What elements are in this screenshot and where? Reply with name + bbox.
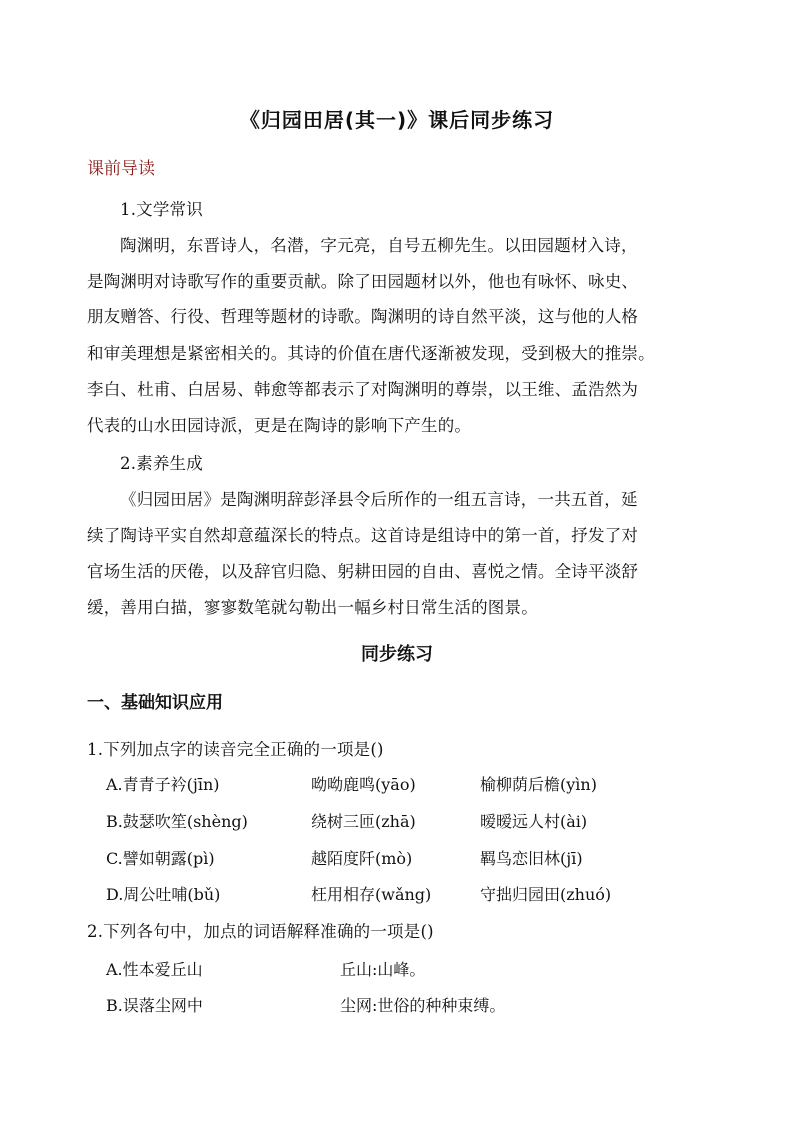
literature-line: 李白、杜甫、白居易、韩愈等都表示了对陶渊明的尊崇，以王维、孟浩然为 [87, 380, 639, 399]
literacy-label: 2.素养生成 [120, 454, 203, 473]
q2-option-a-explain: 丘山:山峰。 [340, 960, 426, 979]
q2-option-a-text: A.性本爱丘山 [106, 960, 203, 979]
literature-line: 陶渊明，东晋诗人，名潜，字元亮，自号五柳先生。以田园题材入诗， [120, 236, 638, 255]
literature-line: 朋友赠答、行役、哲理等题材的诗歌。陶渊明的诗自然平淡，这与他的人格 [87, 307, 639, 326]
literacy-line: 官场生活的厌倦，以及辞官归隐、躬耕田园的自由、喜悦之情。全诗平淡舒 [87, 562, 639, 581]
document-title: 《归园田居(其一)》课后同步练习 [239, 108, 555, 132]
preview-heading: 课前导读 [87, 159, 155, 179]
q1-option-a-1: A.青青子衿(jīn) [106, 775, 220, 794]
q1-option-b-1: B.鼓瑟吹笙(shèng) [106, 812, 248, 831]
literature-label: 1.文学常识 [120, 200, 203, 219]
q1-option-b-2: 绕树三匝(zhā) [311, 812, 416, 831]
q1-option-b-3: 暧暧远人村(ài) [480, 812, 588, 831]
literacy-line: 续了陶诗平实自然却意蕴深长的特点。这首诗是组诗中的第一首，抒发了对 [87, 526, 639, 545]
q1-option-c-2: 越陌度阡(mò) [311, 849, 413, 868]
part1-heading: 一、基础知识应用 [87, 693, 223, 713]
q1-option-c-3: 羁鸟恋旧林(jī) [480, 849, 583, 868]
literature-line: 是陶渊明对诗歌写作的重要贡献。除了田园题材以外，他也有咏怀、咏史、 [87, 272, 639, 291]
literacy-line: 缓，善用白描，寥寥数笔就勾勒出一幅乡村日常生活的图景。 [87, 598, 538, 617]
q1-option-c-1: C.譬如朝露(pì) [106, 849, 215, 868]
q2-option-b-text: B.误落尘网中 [106, 996, 203, 1015]
literature-line: 代表的山水田园诗派，更是在陶诗的影响下产生的。 [87, 416, 472, 435]
q1-option-a-2: 呦呦鹿鸣(yāo) [311, 775, 416, 794]
literacy-line: 《归园田居》是陶渊明辞彭泽县令后所作的一组五言诗，一共五首，延 [120, 490, 638, 509]
question-1-stem: 1.下列加点字的读音完全正确的一项是() [87, 740, 384, 759]
literature-line: 和审美理想是紧密相关的。其诗的价值在唐代逐渐被发现，受到极大的推崇。 [87, 344, 655, 363]
practice-heading: 同步练习 [361, 644, 433, 665]
q1-option-a-3: 榆柳荫后檐(yìn) [480, 775, 597, 794]
question-2-stem: 2.下列各句中，加点的词语解释准确的一项是() [87, 922, 434, 941]
q1-option-d-2: 枉用相存(wǎng) [311, 885, 432, 904]
q1-option-d-1: D.周公吐哺(bǔ) [106, 885, 221, 904]
q1-option-d-3: 守拙归园田(zhuó) [480, 885, 612, 904]
q2-option-b-explain: 尘网:世俗的种种束缚。 [340, 996, 506, 1015]
